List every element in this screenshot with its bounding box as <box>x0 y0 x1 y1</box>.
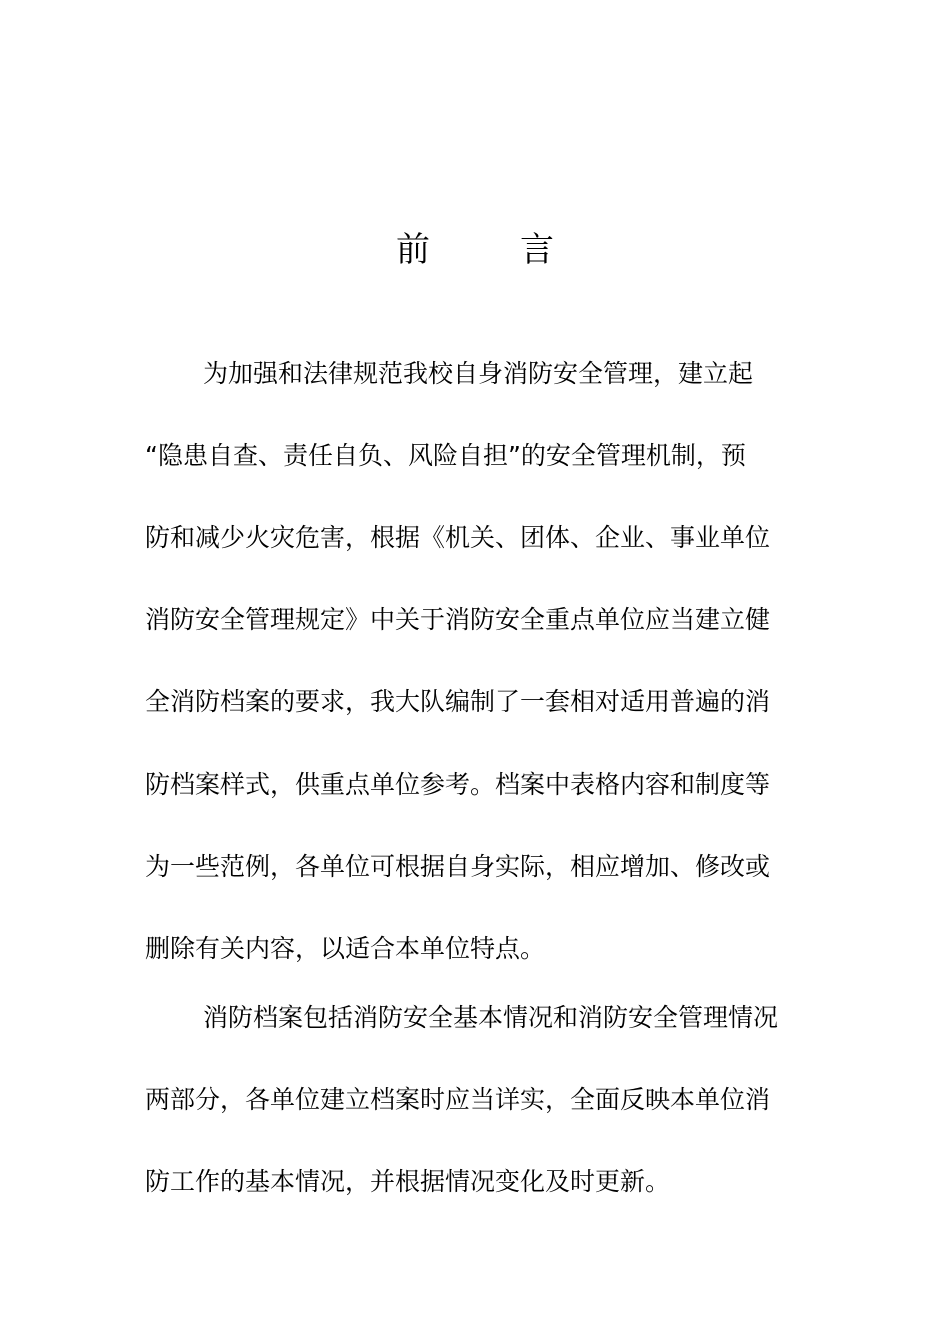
paragraph-1-line-4: 消防安全管理规定》中关于消防安全重点单位应当建立健 <box>145 605 771 634</box>
paragraph-2-line-3: 防工作的基本情况，并根据情况变化及时更新。 <box>145 1167 671 1196</box>
paragraph-1-line-2: “隐患自查、责任自负、风险自担”的安全管理机制，预 <box>145 441 746 470</box>
paragraph-1-line-8: 删除有关内容，以适合本单位特点。 <box>145 934 546 963</box>
paragraph-1-line-3: 防和减少火灾危害，根据《机关、团体、企业、事业单位 <box>145 523 771 552</box>
title-char-2: 言 <box>520 230 554 270</box>
paragraph-1-line-5: 全消防档案的要求，我大队编制了一套相对适用普遍的消 <box>145 687 771 716</box>
paragraph-1-line-6: 防档案样式，供重点单位参考。档案中表格内容和制度等 <box>145 770 771 799</box>
page-title <box>0 224 950 276</box>
title-char-1: 前 <box>396 230 430 270</box>
paragraph-2-line-1: 消防档案包括消防安全基本情况和消防安全管理情况 <box>203 1003 779 1032</box>
paragraph-1-line-1: 为加强和法律规范我校自身消防安全管理，建立起 <box>203 359 754 388</box>
paragraph-1-line-7: 为一些范例，各单位可根据自身实际，相应增加、修改或 <box>145 852 771 881</box>
paragraph-2-line-2: 两部分，各单位建立档案时应当详实，全面反映本单位消 <box>145 1085 771 1114</box>
